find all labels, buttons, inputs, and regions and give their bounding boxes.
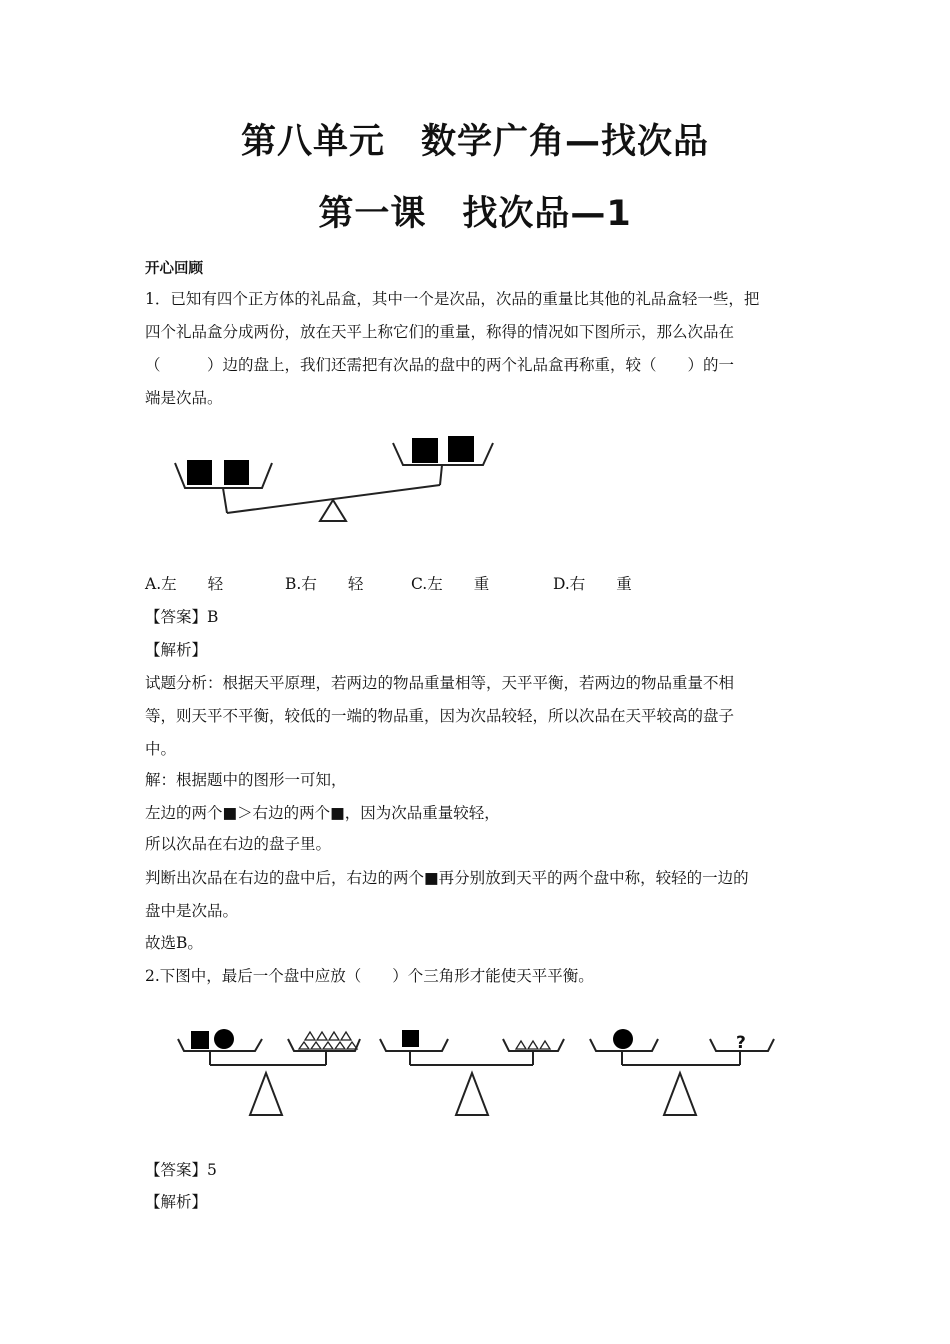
q1-line: （ ）边的盘上，我们还需把有次品的盘中的两个礼品盒再称重，较（ ）的一 (145, 356, 735, 374)
analysis-line: 中。 (145, 740, 177, 758)
analysis-line: 所以次品在右边的盘子里。 (145, 835, 332, 853)
section-heading: 开心回顾 (145, 261, 203, 277)
analysis-line: 故选B。 (145, 934, 203, 952)
page-title: 第八单元 数学广角—找次品 (240, 122, 709, 162)
analysis-line: 左边的两个■＞右边的两个■，因为次品重量较轻， (145, 804, 500, 822)
q1-answer: 【答案】B (145, 608, 219, 626)
option-c: C.左 重 (411, 575, 490, 593)
question-mark: ? (736, 1033, 746, 1053)
option-a: A.左 轻 (145, 575, 224, 593)
q2-answer: 【答案】5 (145, 1161, 217, 1179)
balance-figure-2 (170, 1015, 790, 1125)
q1-analysis-label: 【解析】 (145, 641, 208, 659)
q2-analysis-label: 【解析】 (145, 1193, 208, 1211)
analysis-line: 解：根据题中的图形一可知， (145, 771, 347, 789)
q1-line: 四个礼品盒分成两份，放在天平上称它们的重量，称得的情况如下图所示，那么次品在 (145, 323, 735, 341)
lesson-title: 第一课 找次品—1 (318, 194, 632, 234)
balance-3 (590, 1029, 774, 1115)
option-b: B.右 轻 (285, 575, 364, 593)
option-d: D.右 重 (553, 575, 632, 593)
analysis-line: 盘中是次品。 (145, 902, 239, 920)
analysis-line: 等，则天平不平衡，较低的一端的物品重，因为次品较轻，所以次品在天平较高的盘子 (145, 707, 735, 725)
q1-line: 1．已知有四个正方体的礼品盒，其中一个是次品，次品的重量比其他的礼品盒轻一些，把 (145, 290, 760, 308)
q1-line: 端是次品。 (145, 389, 223, 407)
analysis-line: 判断出次品在右边的盘中后，右边的两个■再分别放到天平的两个盘中称，较轻的一边的 (145, 869, 749, 887)
analysis-line: 试题分析：根据天平原理，若两边的物品重量相等，天平平衡，若两边的物品重量不相 (145, 674, 735, 692)
balance-1 (178, 1029, 360, 1115)
balance-2 (380, 1030, 564, 1115)
q2-text: 2.下图中，最后一个盘中应放（ ）个三角形才能使天平平衡。 (145, 967, 594, 985)
balance-figure-1 (165, 425, 530, 530)
